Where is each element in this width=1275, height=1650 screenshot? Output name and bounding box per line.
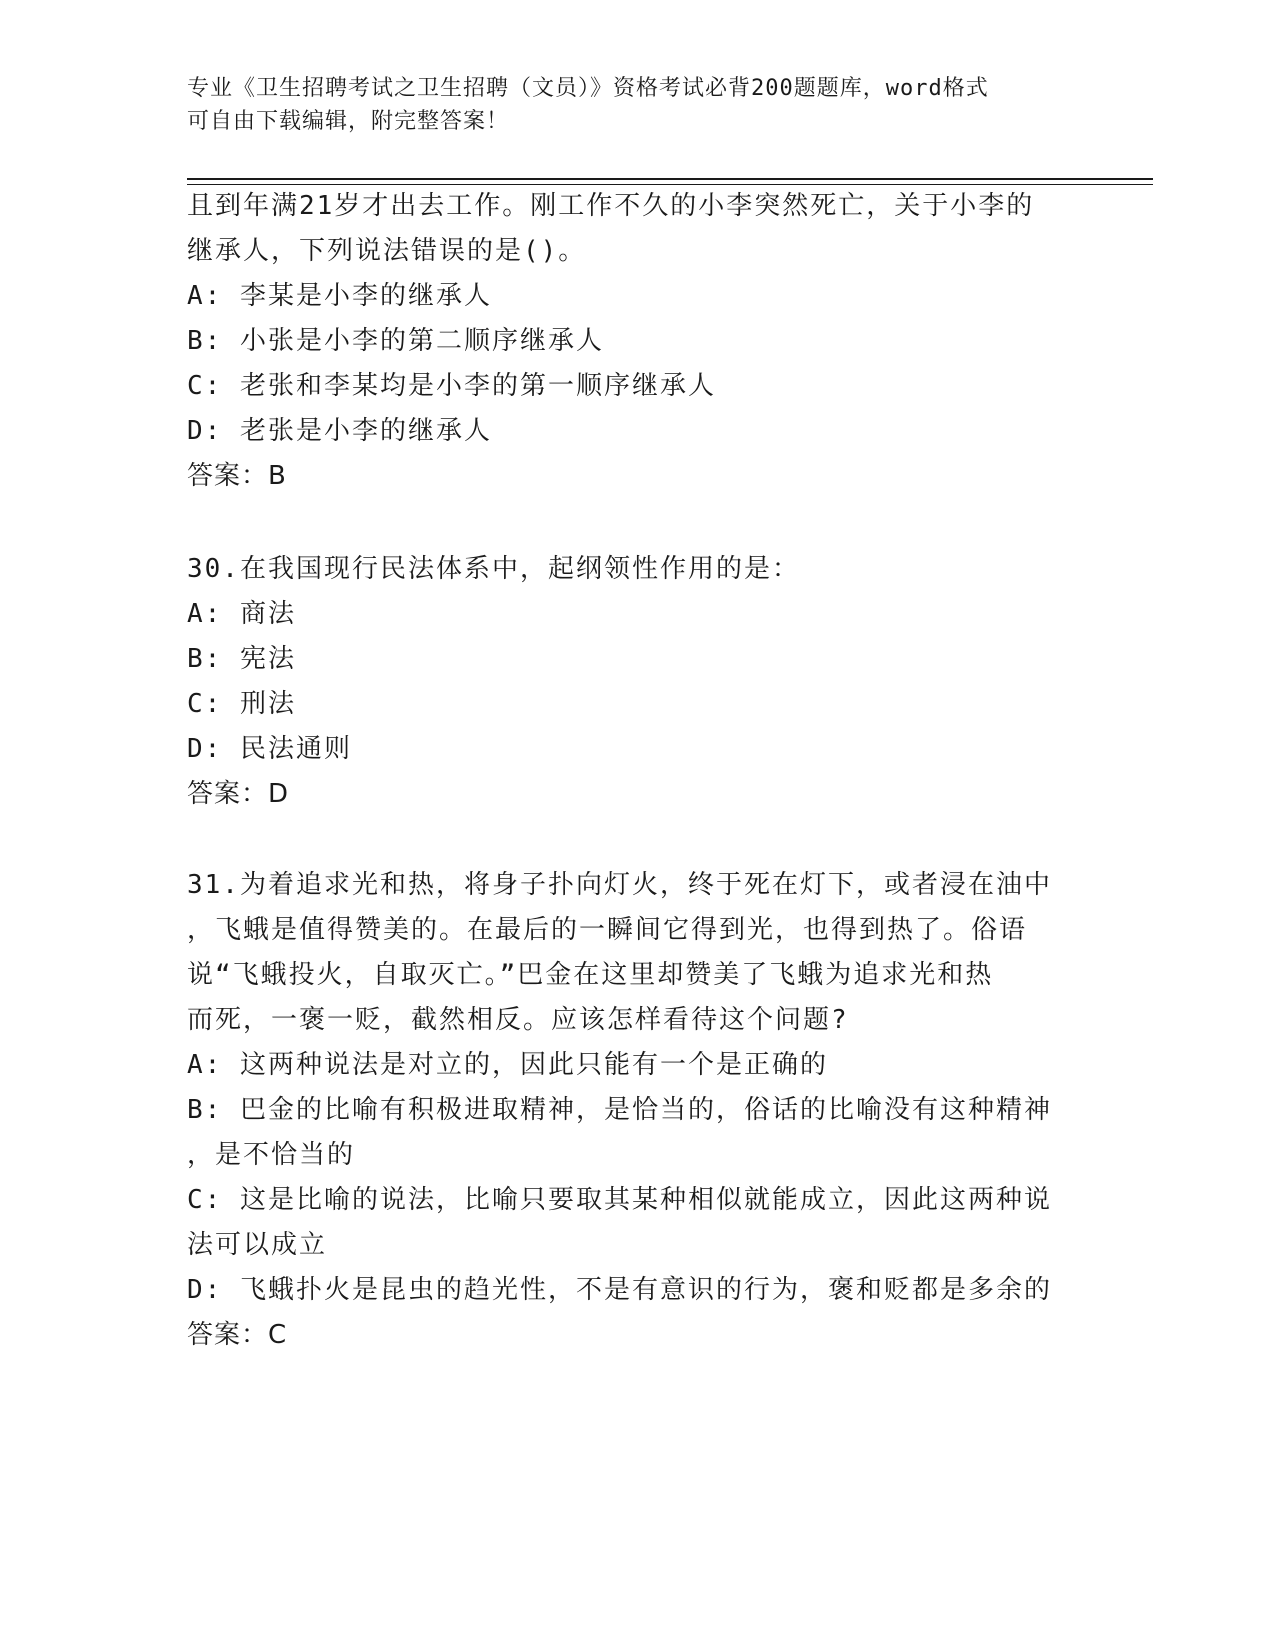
question-29-answer: 答案：B — [187, 461, 287, 491]
question-31-text-line-1: 31.为着追求光和热，将身子扑向灯火，终于死在灯下，或者浸在油中 — [187, 870, 1052, 900]
question-30-option-d: D: 民法通则 — [187, 734, 352, 764]
header-divider-thick — [187, 178, 1153, 180]
question-30-option-a: A: 商法 — [187, 599, 296, 629]
question-29-text-line-1: 且到年满21岁才出去工作。刚工作不久的小李突然死亡，关于小李的 — [187, 191, 1035, 221]
question-30-answer: 答案：D — [187, 779, 290, 809]
question-31-option-b-continued: ，是不恰当的 — [187, 1140, 356, 1170]
question-31-option-a: A: 这两种说法是对立的，因此只能有一个是正确的 — [187, 1050, 828, 1080]
question-31-option-b: B: 巴金的比喻有积极进取精神，是恰当的，俗话的比喻没有这种精神 — [187, 1095, 1052, 1125]
question-31-option-d: D: 飞蛾扑火是昆虫的趋光性，不是有意识的行为，褒和贬都是多余的 — [187, 1275, 1052, 1305]
header-title-line-2: 可自由下载编辑，附完整答案！ — [187, 109, 510, 134]
question-30-option-c: C: 刑法 — [187, 689, 296, 719]
question-29-text-line-2: 继承人，下列说法错误的是()。 — [187, 236, 587, 266]
question-30-option-b: B: 宪法 — [187, 644, 296, 674]
question-29-option-b: B: 小张是小李的第二顺序继承人 — [187, 326, 604, 356]
question-30-text-line-1: 30.在我国现行民法体系中，起纲领性作用的是： — [187, 554, 800, 584]
question-29-option-a: A: 李某是小李的继承人 — [187, 281, 492, 311]
question-31-option-c-continued: 法可以成立 — [187, 1230, 328, 1260]
question-29-option-d: D: 老张是小李的继承人 — [187, 416, 492, 446]
header-title-line-1: 专业《卫生招聘考试之卫生招聘（文员）》资格考试必背200题题库，word格式 — [187, 76, 989, 101]
question-31-text-line-2: ，飞蛾是值得赞美的。在最后的一瞬间它得到光，也得到热了。俗语 — [187, 915, 1028, 945]
question-31-answer: 答案：C — [187, 1320, 288, 1350]
question-29-option-c: C: 老张和李某均是小李的第一顺序继承人 — [187, 371, 716, 401]
question-31-text-line-4: 而死，一褒一贬，截然相反。应该怎样看待这个问题? — [187, 1005, 849, 1035]
document-header — [187, 72, 1067, 138]
question-31-option-c: C: 这是比喻的说法，比喻只要取其某种相似就能成立，因此这两种说 — [187, 1185, 1052, 1215]
question-31-text-line-3: 说“飞蛾投火，自取灭亡。”巴金在这里却赞美了飞蛾为追求光和热 — [187, 960, 994, 990]
